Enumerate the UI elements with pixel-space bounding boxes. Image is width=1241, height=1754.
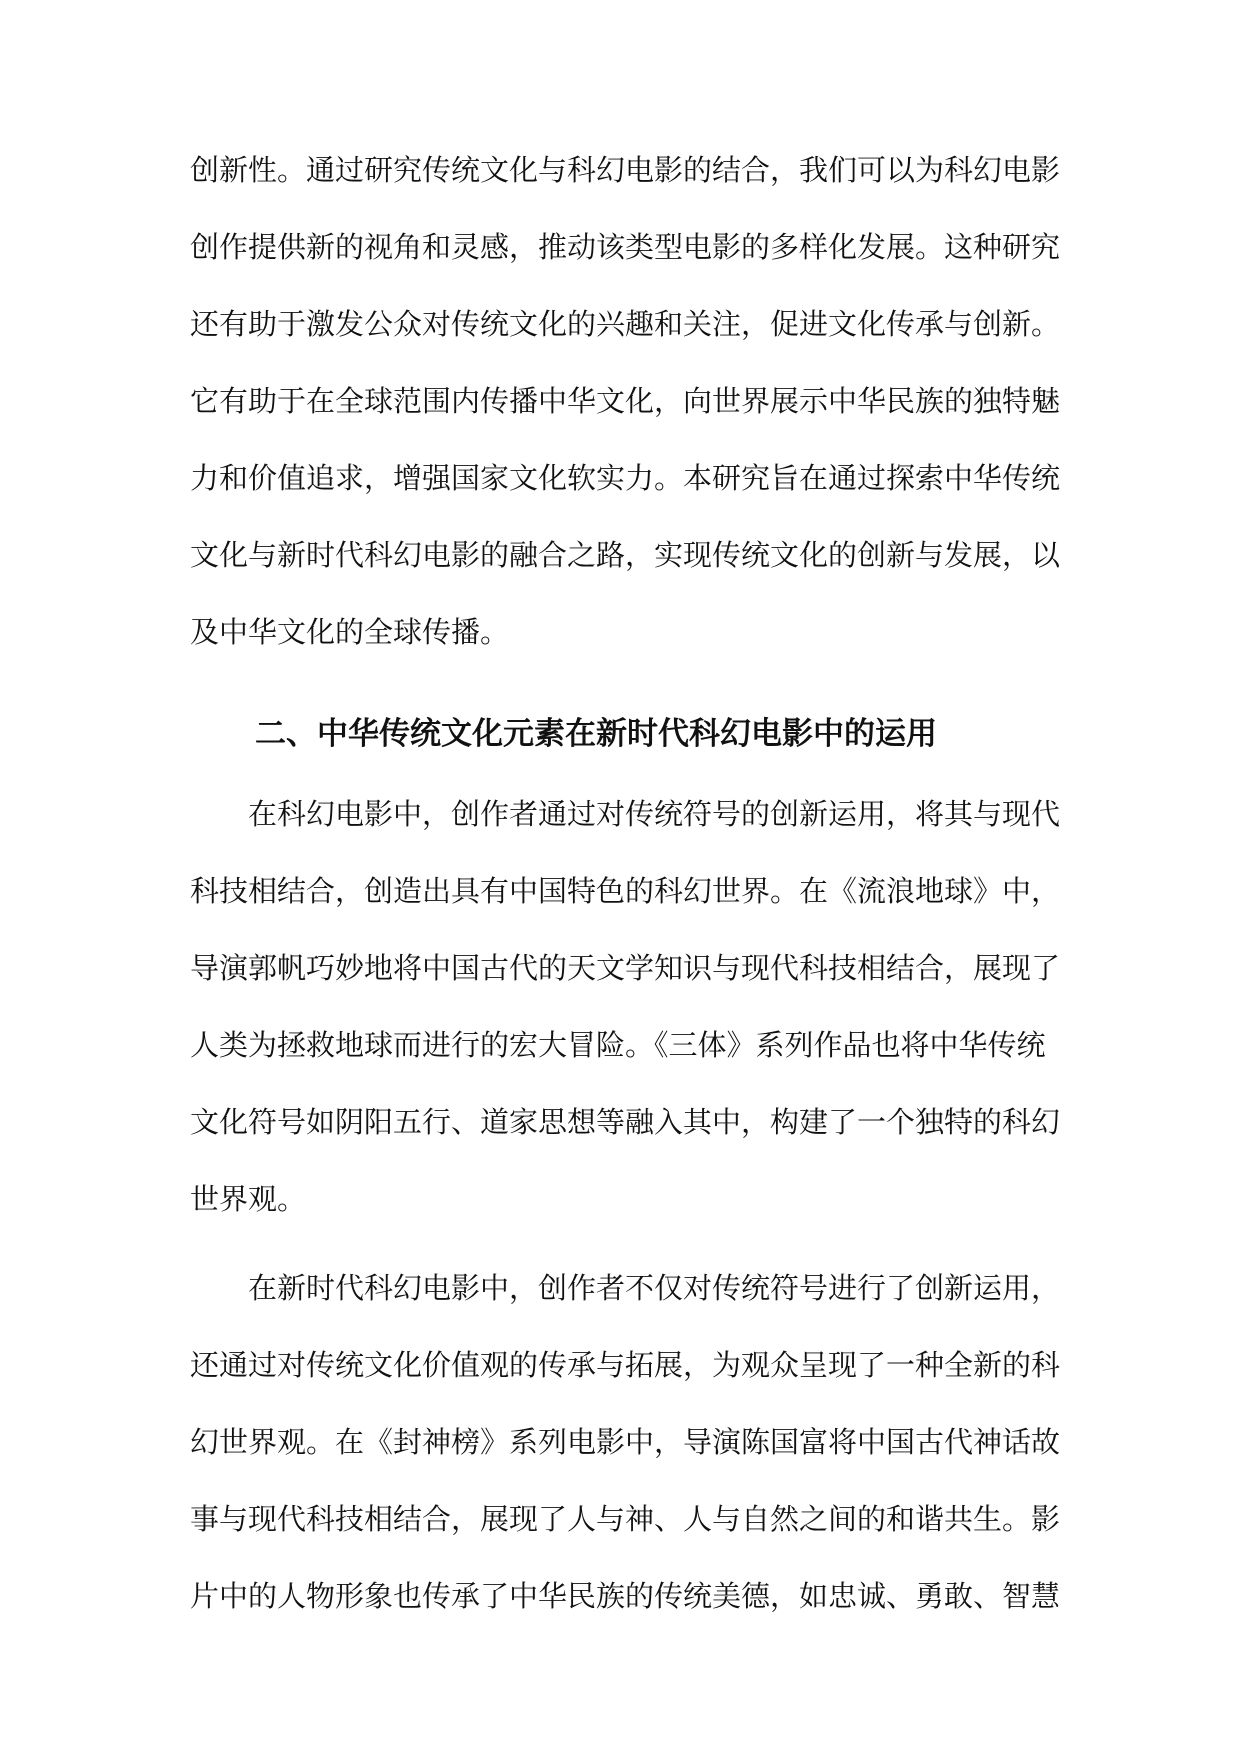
section-heading: 二、中华传统文化元素在新时代科幻电影中的运用	[255, 716, 937, 752]
paragraph-1-line: 及中华文化的全球传播。	[190, 615, 510, 649]
paragraph-1-line: 创作提供新的视角和灵感，推动该类型电影的多样化发展。这种研究	[190, 230, 1061, 264]
paragraph-2-line: 人类为拯救地球而进行的宏大冒险。《三体》系列作品也将中华传统	[190, 1028, 1046, 1062]
paragraph-2-line: 世界观。	[190, 1182, 307, 1216]
paragraph-3-line: 事与现代科技相结合，展现了人与神、人与自然之间的和谐共生。影	[190, 1502, 1061, 1536]
paragraph-3-line: 片中的人物形象也传承了中华民族的传统美德，如忠诚、勇敢、智慧	[190, 1579, 1061, 1613]
paragraph-2-line: 科技相结合，创造出具有中国特色的科幻世界。在《流浪地球》中，	[190, 874, 1061, 908]
paragraph-2-line: 导演郭帆巧妙地将中国古代的天文学知识与现代科技相结合，展现了	[190, 951, 1061, 985]
paragraph-3-line: 幻世界观。在《封神榜》系列电影中，导演陈国富将中国古代神话故	[190, 1425, 1061, 1459]
paragraph-3-line: 还通过对传统文化价值观的传承与拓展，为观众呈现了一种全新的科	[190, 1348, 1061, 1382]
paragraph-1-line: 还有助于激发公众对传统文化的兴趣和关注，促进文化传承与创新。	[190, 307, 1061, 341]
paragraph-2-line: 在科幻电影中，创作者通过对传统符号的创新运用，将其与现代	[248, 797, 1061, 831]
paragraph-1-line: 文化与新时代科幻电影的融合之路，实现传统文化的创新与发展，以	[190, 538, 1061, 572]
paragraph-1-line: 力和价值追求，增强国家文化软实力。本研究旨在通过探索中华传统	[190, 461, 1061, 495]
paragraph-3-line: 在新时代科幻电影中，创作者不仅对传统符号进行了创新运用，	[248, 1271, 1061, 1305]
paragraph-1-line: 创新性。通过研究传统文化与科幻电影的结合，我们可以为科幻电影	[190, 153, 1061, 187]
paragraph-2-line: 文化符号如阴阳五行、道家思想等融入其中，构建了一个独特的科幻	[190, 1105, 1061, 1139]
paragraph-1-line: 它有助于在全球范围内传播中华文化，向世界展示中华民族的独特魅	[190, 384, 1061, 418]
